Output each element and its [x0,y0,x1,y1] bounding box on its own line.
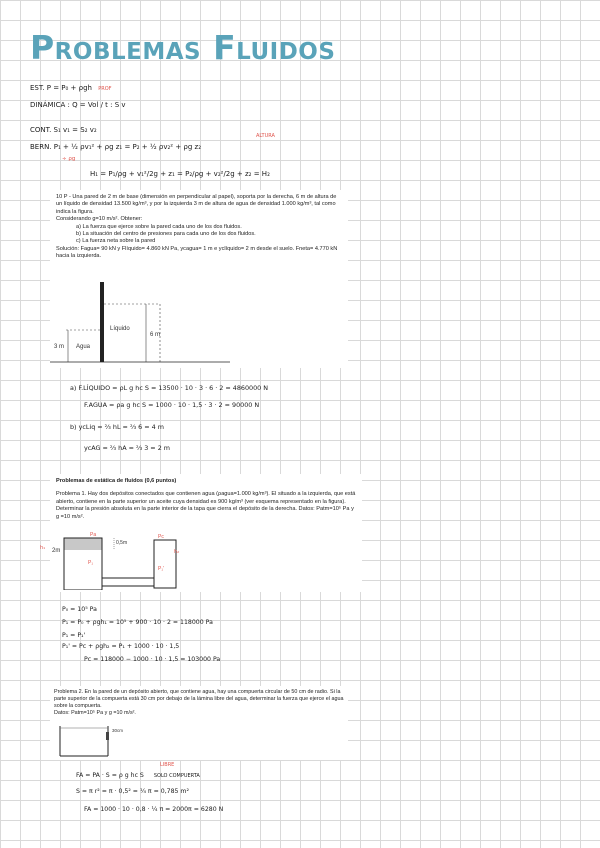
prof-note: PROF [98,86,112,92]
problem-1-text: Problema 1. Hay dos depósitos conectados que contienen agua (ρagua=1.000 kg/m³). El situado a la izquierda, que está abierto, contiene en la parte superior un aceite cuya densidad es 900 kg/m³ (ver esquema representado en la figura). Determinar la presión absoluta en la parte interior de la tapa que cierra el depósito de la derecha. Datos: Patm=10⁵ Pa y g =10 m/s². [56,491,356,520]
p1-answer-line-3: P₁ = P₁' [62,632,86,639]
p2-answer-line-3: FA = 1000 · 10 · 0,8 · ¼ π = 2000π = 6280 N [84,806,224,813]
label-2m: 2m [52,548,61,554]
formula-dinamica: DINÁMICA : Q = Vol / t : S v [30,101,126,109]
wall [100,282,104,362]
formula-est [30,84,112,92]
problem-10-solution: Solución: Fagua= 90 kN y Flíquido= 4.860 kN Pa, ycagua= 1 m e yclíquido= 2 m desde el suelo. Fneta= 4.770 kN hacia la izquierda. [56,245,338,260]
label-h1: h₁ [40,545,46,551]
p1-answer-line-2: P₁ = P₀ + ρgh₁ = 10⁵ + 900 · 10 · 2 = 118000 Pa [62,619,213,626]
label-liquido: Líquido [110,326,130,332]
libre-note: LIBRE [160,762,175,768]
label-agua: Agua [76,344,91,350]
problem-2-datos: Datos: Patm=10⁵ Pa y g =10 m/s². [54,710,136,716]
problem-10-items [76,224,348,246]
problem-1-card [50,474,362,592]
label-6m: 6 m [150,332,161,338]
formula-bernoulli: BERN. P₁ + ½ ρv₁² + ρg z₁ = P₂ + ½ ρv₂² + ρg z₂ [30,143,202,151]
problem-10-item-c: c) La fuerza neta sobre la pared [76,238,156,245]
oil-layer [64,538,102,550]
p1-answer-line-1: P₀ = 10⁵ Pa [62,606,97,613]
label-p1: P₁ [88,560,94,566]
tanks-figure [50,530,362,590]
label-pa: Pa [90,532,97,538]
connecting-pipe [102,578,154,586]
label-h2: h₂ [174,549,180,555]
label-30cm: 30cm [112,728,124,733]
formula-bernoulli-heads: H₁ = P₁/ρg + v₁²/2g + z₁ = P₂/ρg + v₂²/2g + z₂ = H₂ [90,170,270,178]
answer-a-water: F.AGUA = ρa g hc S = 1000 · 10 · 1,5 · 3 · 2 = 90000 N [84,401,260,409]
p2-answer-line-2: S = π r² = π · 0,5² = ¼ π = 0,785 m² [76,788,189,795]
p2-answer-line-1 [76,772,200,779]
problem-2-text: Problema 2. En la pared de un depósito abierto, que contiene agua, hay una compuerta circular de 50 cm de radio. Si la parte superior de la compuerta está 30 cm por debajo de la lámina libre del agua, determinar la fuerza que ejerce el agua sobre la compuerta. [54,689,344,709]
solo-compuerta-note: SOLO COMPUERTA [153,773,200,779]
p1-answer-line-4: P₁' = Pc + ρgh₂ = P₁ + 1000 · 10 · 1,5 [62,643,180,650]
problem-10-item-b: b) La situación del centro de presiones para cada uno de los dos fluidos. [76,231,256,238]
problem-10-card [50,190,348,368]
section-heading: Problemas de estática de fluidos (0,6 puntos) [56,478,177,484]
label-3m: 3 m [54,344,65,350]
gate-tank-figure [50,720,348,760]
circular-gate [106,732,109,740]
problem-10-consider: Considerando g=10 m/s². Obtener: [56,216,143,223]
formula-est-text: EST. P = P₀ + ρgh [30,84,92,92]
altura-note: ALTURA [256,133,275,139]
wall-figure [50,276,348,366]
divide-rho-g-note: ÷ ρg [62,156,76,162]
formula-cont: CONT. S₁ v₁ = S₂ v₂ [30,126,97,134]
answer-b-liquid: b) ycLiq = ⅔ hL = ⅔ 6 = 4 m [70,423,164,431]
right-tank [154,540,176,588]
problem-10-item-a: a) La fuerza que ejerce sobre la pared cada uno de los dos fluidos. [76,223,242,230]
label-pc: Pc [158,534,164,540]
problem-10-intro: 10 P - Una pared de 2 m de base (dimensión en perpendicular al papel), soporta por la derecha, 6 m de altura de un líquido de densidad 13.500 kg/m³, y por la izquierda 3 m de altura de agua de densidad 1.000 kg/m³, tal como indica la figura. [56,194,337,215]
p2-answer-line-1-text: FA = PA · S = ρ g hc S [76,772,144,779]
problem-2-card [50,686,348,760]
p1-answer-line-5: Pc = 118000 − 1000 · 10 · 1,5 = 103000 Pa [84,656,221,663]
page-title: Problemas Fluidos [30,28,336,67]
answer-a-liquid: a) F.LÍQUIDO = ρL g hc S = 13500 · 10 · 3 · 6 · 2 = 4860000 N [70,384,269,392]
answer-b-water: ycAG = ⅔ hA = ⅔ 3 = 2 m [84,444,171,452]
label-p1-prime: P₁' [158,566,164,572]
label-05m: 0,5m [116,540,128,546]
